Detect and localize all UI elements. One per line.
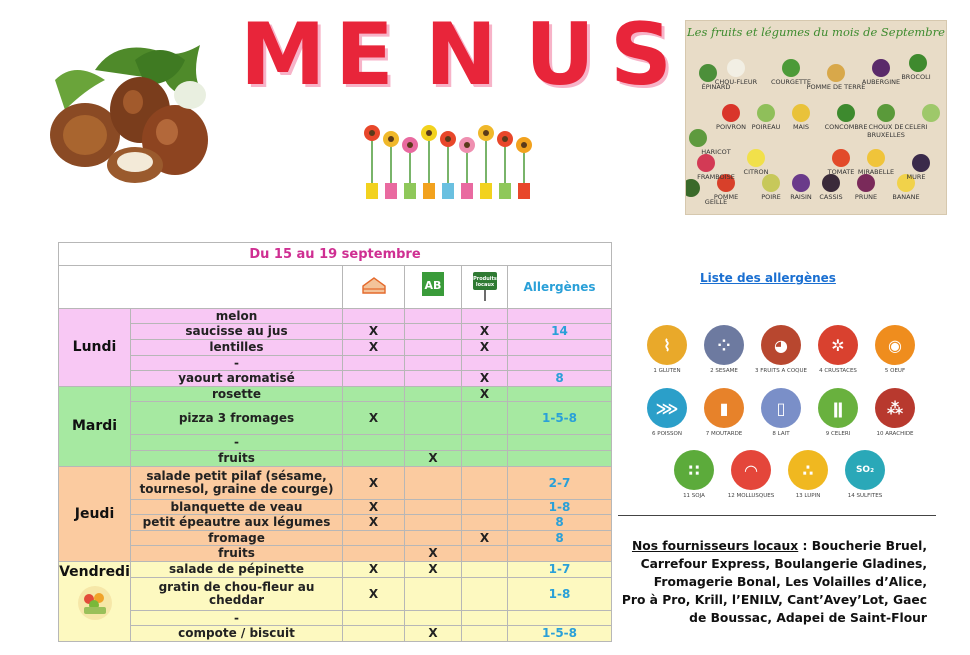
produce-icon <box>727 59 745 77</box>
homemade-mark: X <box>343 500 405 515</box>
homemade-mark <box>343 309 405 324</box>
local-mark: X <box>462 531 508 546</box>
produce-label: FRAMBOISE <box>697 173 735 181</box>
organic-mark: X <box>405 451 462 467</box>
allergen-icon: SO₂ <box>845 450 885 490</box>
menu-row <box>59 451 612 467</box>
allergen-item <box>637 388 697 437</box>
allergen-icon: ∷ <box>674 450 714 490</box>
local-mark <box>462 467 508 500</box>
allergen-icon: ◉ <box>875 325 915 365</box>
allergen-item <box>721 450 781 499</box>
divider <box>618 515 936 516</box>
allergen-item <box>808 325 868 374</box>
homemade-mark <box>343 387 405 402</box>
menu-row <box>59 371 612 387</box>
produce-label: BROCOLI <box>901 73 931 81</box>
allergen-codes <box>508 309 612 324</box>
allergen-item <box>778 450 838 499</box>
produce-label: CASSIS <box>819 193 843 201</box>
title-letter: E <box>335 5 394 105</box>
dish-cell: blanquette de veau <box>131 500 343 515</box>
produce-label: MAIS <box>792 123 810 131</box>
allergen-icon: ⋙ <box>647 388 687 428</box>
dish-cell: fruits <box>131 451 343 467</box>
allergen-icon: ◠ <box>731 450 771 490</box>
homemade-mark <box>343 356 405 371</box>
produce-icon <box>782 59 800 77</box>
allergen-item <box>637 325 697 374</box>
organic-mark: X <box>405 562 462 578</box>
homemade-mark: X <box>343 562 405 578</box>
day-label <box>59 562 131 642</box>
allergen-panel <box>617 290 935 508</box>
allergen-codes: 1-7 <box>508 562 612 578</box>
dish-cell: lentilles <box>131 340 343 356</box>
homemade-mark <box>343 611 405 626</box>
menu-table <box>58 242 612 642</box>
dish-cell: salade petit pilaf (sésame, tournesol, graine de courge) <box>131 467 343 500</box>
produce-icon <box>827 64 845 82</box>
svg-text:locaux: locaux <box>475 281 494 288</box>
produce-icon <box>792 104 810 122</box>
menu-row <box>59 340 612 356</box>
allergen-label: 5 OEUF <box>884 368 906 374</box>
allergen-codes: 2-7 <box>508 467 612 500</box>
allergen-item <box>751 388 811 437</box>
seasonal-produce-poster <box>685 20 947 215</box>
organic-mark: X <box>405 626 462 642</box>
allergen-codes: 1-5-8 <box>508 402 612 435</box>
produce-label: CELERI <box>904 123 928 131</box>
produce-icon <box>909 54 927 72</box>
produce-label: AUBERGINE <box>861 78 901 86</box>
organic-mark <box>405 340 462 356</box>
organic-mark <box>405 387 462 402</box>
allergen-label: 14 SULFITES <box>847 493 883 499</box>
dish-cell: yaourt aromatisé <box>131 371 343 387</box>
organic-mark <box>405 531 462 546</box>
title-letter: U <box>525 5 595 105</box>
produce-label: POMME <box>713 193 739 201</box>
suppliers-line: : Boucherie Bruel, <box>798 539 927 553</box>
produce-label: BANANE <box>892 193 920 201</box>
allergen-codes: 8 <box>508 371 612 387</box>
allergen-icon: ✲ <box>818 325 858 365</box>
produce-label: GEILLE <box>704 198 728 206</box>
local-mark: X <box>462 324 508 340</box>
produce-icon <box>922 104 940 122</box>
menu-row <box>59 626 612 642</box>
menu-row <box>59 578 612 611</box>
organic-mark <box>405 324 462 340</box>
local-mark: X <box>462 387 508 402</box>
allergen-codes: 14 <box>508 324 612 340</box>
homemade-mark <box>343 435 405 451</box>
organic-mark <box>405 371 462 387</box>
allergen-list-link[interactable]: Liste des allergènes <box>700 271 836 285</box>
organic-mark <box>405 500 462 515</box>
flower-pots-illustration <box>360 115 540 205</box>
allergen-icon: ▯ <box>761 388 801 428</box>
allergen-item <box>664 450 724 499</box>
menu-row <box>59 500 612 515</box>
local-suppliers <box>617 537 927 627</box>
menu-row <box>59 546 612 562</box>
dish-cell: compote / biscuit <box>131 626 343 642</box>
allergen-codes <box>508 340 612 356</box>
local-mark <box>462 500 508 515</box>
produce-icon <box>689 129 707 147</box>
allergen-label: 9 CELERI <box>825 431 851 437</box>
homemade-icon <box>343 266 405 309</box>
allergen-codes <box>508 451 612 467</box>
dish-cell: pizza 3 fromages <box>131 402 343 435</box>
dish-cell: melon <box>131 309 343 324</box>
organic-mark <box>405 309 462 324</box>
organic-mark <box>405 515 462 531</box>
local-mark <box>462 515 508 531</box>
menu-row <box>59 467 612 500</box>
day-label <box>59 387 131 467</box>
local-mark <box>462 435 508 451</box>
allergen-codes <box>508 387 612 402</box>
produce-icon <box>697 154 715 172</box>
dish-cell: fruits <box>131 546 343 562</box>
dish-cell: fromage <box>131 531 343 546</box>
homemade-mark <box>343 371 405 387</box>
organic-mark <box>405 611 462 626</box>
allergen-icon: ⁘ <box>704 325 744 365</box>
local-products-icon <box>462 266 508 309</box>
suppliers-line: Fromagerie Bonal, Les Volailles d’Alice, <box>653 575 927 589</box>
page-title <box>240 5 670 105</box>
suppliers-line: Pro à Pro, Krill, l’ENILV, Cant’Avey’Lot, Gaec <box>621 593 927 607</box>
homemade-mark: X <box>343 340 405 356</box>
allergen-icon: ⁂ <box>875 388 915 428</box>
homemade-mark: X <box>343 402 405 435</box>
produce-icon <box>747 149 765 167</box>
svg-text:AB: AB <box>424 278 442 292</box>
menu-row <box>59 356 612 371</box>
produce-icon <box>832 149 850 167</box>
local-mark: X <box>462 371 508 387</box>
menu-row <box>59 324 612 340</box>
produce-icon <box>867 149 885 167</box>
dish-cell: salade de pépinette <box>131 562 343 578</box>
organic-mark <box>405 402 462 435</box>
produce-label: CHOUX DE BRUXELLES <box>867 123 905 139</box>
produce-illustrations <box>686 21 946 214</box>
produce-icon <box>762 174 780 192</box>
homemade-mark: X <box>343 467 405 500</box>
allergen-item <box>835 450 895 499</box>
allergen-label: 7 MOUTARDE <box>705 431 743 437</box>
organic-mark <box>405 467 462 500</box>
allergen-codes <box>508 546 612 562</box>
produce-icon <box>792 174 810 192</box>
produce-label: CHOU-FLEUR <box>714 78 758 86</box>
day-name: Vendredi <box>59 564 130 580</box>
allergen-label: 11 SOJA <box>683 493 705 499</box>
menu-row <box>59 531 612 546</box>
dish-cell: rosette <box>131 387 343 402</box>
organic-mark <box>405 356 462 371</box>
produce-label: ÉPINARD <box>701 83 731 91</box>
suppliers-line: Carrefour Express, Boulangerie Gladines, <box>640 557 927 571</box>
menu-row <box>59 309 612 324</box>
allergen-codes: 1-8 <box>508 578 612 611</box>
produce-label: MURE <box>906 173 926 181</box>
produce-label: COURGETTE <box>770 78 811 86</box>
day-name: Mardi <box>71 418 118 434</box>
title-letter: S <box>610 5 672 105</box>
produce-icon <box>757 104 775 122</box>
homemade-mark: X <box>343 578 405 611</box>
menu-row <box>59 515 612 531</box>
produce-label: CITRON <box>743 168 769 176</box>
menu-row <box>59 387 612 402</box>
allergen-label: 8 LAIT <box>772 431 790 437</box>
hazelnut-illustration <box>25 40 215 190</box>
title-letter: M <box>240 5 326 105</box>
allergen-item <box>694 325 754 374</box>
dish-cell: saucisse au jus <box>131 324 343 340</box>
allergen-codes <box>508 356 612 371</box>
produce-icon <box>822 174 840 192</box>
day-label <box>59 467 131 562</box>
allergen-icon: ◕ <box>761 325 801 365</box>
poster-title: Les fruits et légumes du mois de Septembre <box>687 25 945 39</box>
homemade-mark <box>343 626 405 642</box>
organic-ab-icon <box>405 266 462 309</box>
allergen-label: 10 ARACHIDE <box>876 431 914 437</box>
header-blank <box>59 266 343 309</box>
organic-mark <box>405 435 462 451</box>
allergen-codes <box>508 435 612 451</box>
suppliers-line: de Boussac, Adapei de Saint-Flour <box>689 611 927 625</box>
produce-label: RAISIN <box>790 193 812 201</box>
organic-mark: X <box>405 546 462 562</box>
dish-cell: petit épeautre aux légumes <box>131 515 343 531</box>
svg-text:Produits: Produits <box>472 275 497 282</box>
allergen-item <box>865 388 925 437</box>
title-letter: N <box>425 5 497 105</box>
allergen-codes: 1-8 <box>508 500 612 515</box>
allergen-item <box>751 325 811 374</box>
allergen-item <box>865 325 925 374</box>
allergen-item <box>694 388 754 437</box>
allergen-label: 13 LUPIN <box>795 493 821 499</box>
allergen-codes <box>508 611 612 626</box>
local-mark <box>462 611 508 626</box>
produce-label: HARICOT <box>701 148 731 156</box>
local-mark <box>462 626 508 642</box>
allergens-column-header: Allergènes <box>508 266 612 309</box>
menu-period: Du 15 au 19 septembre <box>59 243 612 266</box>
produce-label: MIRABELLE <box>857 168 895 176</box>
allergen-codes: 8 <box>508 531 612 546</box>
allergen-label: 3 FRUITS A COQUE <box>755 368 807 374</box>
allergen-label: 1 GLUTEN <box>653 368 681 374</box>
allergen-icon: ▮ <box>704 388 744 428</box>
day-label <box>59 309 131 387</box>
produce-icon <box>877 104 895 122</box>
local-mark <box>462 546 508 562</box>
allergen-icon: ⌇ <box>647 325 687 365</box>
dish-cell: - <box>131 356 343 371</box>
produce-label: TOMATE <box>827 168 855 176</box>
dish-cell: - <box>131 611 343 626</box>
allergen-label: 4 CRUSTACES <box>819 368 857 374</box>
allergen-label: 6 POISSON <box>652 431 682 437</box>
produce-icon <box>722 104 740 122</box>
produce-icon <box>837 104 855 122</box>
menu-row <box>59 435 612 451</box>
allergen-icon: ǁ <box>818 388 858 428</box>
allergen-icon: ∴ <box>788 450 828 490</box>
local-mark: X <box>462 340 508 356</box>
produce-icon <box>857 174 875 192</box>
allergen-label: 2 SESAME <box>710 368 738 374</box>
dish-cell: - <box>131 435 343 451</box>
allergen-item <box>808 388 868 437</box>
local-mark <box>462 562 508 578</box>
day-name: Lundi <box>72 339 117 355</box>
produce-label: POIVRON <box>716 123 746 131</box>
allergen-label: 12 MOLLUSQUES <box>727 493 775 499</box>
fruit-basket-logo <box>77 585 113 621</box>
menu-row <box>59 402 612 435</box>
day-name: Jeudi <box>74 505 115 522</box>
dish-cell: gratin de chou-fleur au cheddar <box>131 578 343 611</box>
allergen-codes: 1-5-8 <box>508 626 612 642</box>
local-mark <box>462 309 508 324</box>
homemade-mark <box>343 546 405 562</box>
local-mark <box>462 356 508 371</box>
organic-mark <box>405 578 462 611</box>
homemade-mark <box>343 531 405 546</box>
produce-label: POMME DE TERRE <box>806 83 866 91</box>
homemade-mark: X <box>343 324 405 340</box>
produce-label: PRUNE <box>854 193 878 201</box>
homemade-mark: X <box>343 515 405 531</box>
menu-row <box>59 562 612 578</box>
allergen-codes: 8 <box>508 515 612 531</box>
produce-label: POIRE <box>761 193 781 201</box>
produce-label: CONCOMBRE <box>824 123 868 131</box>
menu-row <box>59 611 612 626</box>
local-mark <box>462 451 508 467</box>
local-mark <box>462 402 508 435</box>
produce-icon <box>912 154 930 172</box>
produce-label: POIREAU <box>751 123 781 131</box>
suppliers-label: Nos fournisseurs locaux <box>631 539 799 553</box>
local-mark <box>462 578 508 611</box>
homemade-mark <box>343 451 405 467</box>
